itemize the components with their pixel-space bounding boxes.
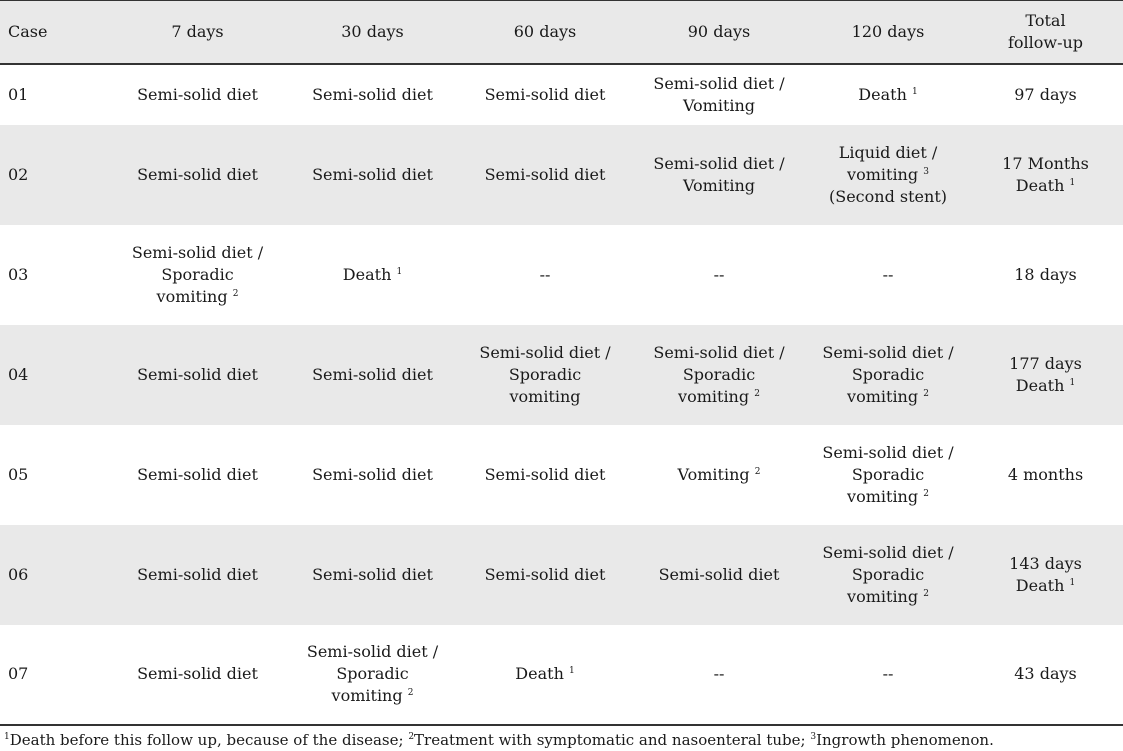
cell-text: 02 xyxy=(8,164,29,184)
table-row xyxy=(0,625,1123,725)
cell-line xyxy=(466,342,624,364)
cell-text: Sporadic xyxy=(851,464,925,484)
footnote-marker: 1 xyxy=(1069,377,1076,388)
column-header-90-days xyxy=(630,1,808,64)
footnote-marker: 2 xyxy=(407,688,414,698)
cell-text: 01 xyxy=(8,84,29,104)
cell-line xyxy=(814,264,962,286)
cell-line xyxy=(974,663,1117,685)
cell-line xyxy=(974,84,1117,106)
header-text: 60 days xyxy=(513,21,577,41)
cell-line xyxy=(291,464,454,486)
cell-line xyxy=(466,663,624,685)
cell-text: vomiting xyxy=(331,686,403,705)
cell-text: 97 days xyxy=(1014,84,1077,104)
footnote-marker: 2 xyxy=(408,732,415,742)
cell-30-days xyxy=(285,64,460,125)
cell-line xyxy=(291,84,454,106)
cell-60-days xyxy=(460,325,630,425)
cell-line xyxy=(814,464,962,486)
table-row xyxy=(0,325,1123,425)
cell-line xyxy=(116,286,279,308)
cell-text: Death xyxy=(1015,575,1065,595)
cell-text: 07 xyxy=(8,664,29,683)
footnote-marker: 1 xyxy=(1069,177,1076,188)
cell-text: Semi-solid diet xyxy=(137,84,258,104)
cell-line xyxy=(116,564,279,586)
cell-line xyxy=(636,663,802,685)
cell-120-days xyxy=(808,325,968,425)
cell-text: Semi-solid diet / xyxy=(822,442,954,462)
cell-text: -- xyxy=(713,264,725,284)
column-header-120-days xyxy=(808,1,968,64)
column-header-30-days xyxy=(285,1,460,64)
header-text: Case xyxy=(8,21,48,41)
cell-line xyxy=(116,242,279,264)
cell-case xyxy=(0,425,110,525)
cell-text: 43 days xyxy=(1014,664,1077,683)
cell-text: Vomiting xyxy=(682,95,756,115)
cell-text: Death xyxy=(342,264,392,284)
cell-line xyxy=(974,375,1117,397)
cell-line xyxy=(814,486,962,508)
cell-case xyxy=(0,325,110,425)
cell-line xyxy=(116,264,279,286)
column-header-7-days xyxy=(110,1,285,64)
cell-line xyxy=(814,564,962,586)
cell-line xyxy=(466,264,624,286)
cell-line xyxy=(814,142,962,164)
footnote-text: Treatment with symptomatic and nasoenteral tube; xyxy=(414,731,811,749)
cell-line xyxy=(116,464,279,486)
cell-line xyxy=(466,564,624,586)
cell-text: vomiting xyxy=(847,586,919,606)
cell-line xyxy=(116,663,279,685)
cell-line xyxy=(814,542,962,564)
cell-text: -- xyxy=(539,264,551,284)
cell-text: Semi-solid diet xyxy=(484,84,606,104)
cell-text: vomiting xyxy=(847,164,919,184)
footnote-marker: 1 xyxy=(1069,577,1076,588)
cell-text: Semi-solid diet xyxy=(312,564,433,584)
cell-line xyxy=(636,73,802,95)
cell-text: Death xyxy=(858,84,907,104)
cell-line xyxy=(8,84,104,106)
cell-90-days xyxy=(630,225,808,325)
cell-30-days xyxy=(285,325,460,425)
footnote-marker: 2 xyxy=(754,466,761,477)
cell-90-days xyxy=(630,64,808,125)
cell-text: Semi-solid diet / xyxy=(479,342,611,362)
cell-line xyxy=(636,464,802,486)
cell-text: Sporadic xyxy=(682,364,756,384)
cell-line xyxy=(291,663,454,685)
header-text: 90 days xyxy=(687,21,751,41)
cell-case xyxy=(0,225,110,325)
cell-line xyxy=(291,164,454,186)
header-row xyxy=(0,1,1123,64)
cell-text: Semi-solid diet / xyxy=(653,73,785,93)
cell-line xyxy=(116,164,279,186)
cell-line xyxy=(466,84,624,106)
cell-text: 4 months xyxy=(1007,464,1084,484)
cell-text: Death xyxy=(1015,175,1065,195)
cell-30-days xyxy=(285,525,460,625)
cell-text: 18 days xyxy=(1014,264,1077,284)
cell-line xyxy=(8,164,104,186)
cell-30-days xyxy=(285,225,460,325)
cell-text: Semi-solid diet xyxy=(137,164,258,184)
header-text: 30 days xyxy=(341,21,404,41)
cell-line xyxy=(291,364,454,386)
cell-7-days xyxy=(110,625,285,725)
table-header xyxy=(0,1,1123,64)
cell-line xyxy=(466,464,624,486)
footnote-marker: 3 xyxy=(810,732,817,742)
cell-total-follow-up xyxy=(968,625,1123,725)
cell-text: Semi-solid diet xyxy=(137,464,258,484)
cell-30-days xyxy=(285,125,460,225)
table-footnote xyxy=(4,729,994,751)
cell-total-follow-up xyxy=(968,125,1123,225)
header-text: 120 days xyxy=(851,21,925,41)
cell-text: Death xyxy=(1015,375,1065,395)
cell-120-days xyxy=(808,64,968,125)
cell-case xyxy=(0,525,110,625)
cell-text: vomiting xyxy=(847,486,919,506)
cell-line xyxy=(636,342,802,364)
cell-90-days xyxy=(630,425,808,525)
cell-line xyxy=(636,175,802,197)
cell-7-days xyxy=(110,425,285,525)
cell-text: vomiting xyxy=(156,286,228,306)
cell-line xyxy=(636,386,802,408)
cell-line xyxy=(974,353,1117,375)
cell-30-days xyxy=(285,425,460,525)
cell-total-follow-up xyxy=(968,64,1123,125)
cell-line xyxy=(814,663,962,685)
cell-60-days xyxy=(460,125,630,225)
footnote-marker: 2 xyxy=(232,288,239,299)
cell-text: Sporadic xyxy=(161,264,234,284)
cell-line xyxy=(466,364,624,386)
cell-line xyxy=(291,564,454,586)
cell-total-follow-up xyxy=(968,225,1123,325)
footnote-marker: 1 xyxy=(396,266,403,277)
column-header-case xyxy=(0,1,110,64)
cell-7-days xyxy=(110,325,285,425)
cell-120-days xyxy=(808,525,968,625)
cell-text: Vomiting xyxy=(677,464,750,484)
cell-text: Semi-solid diet xyxy=(312,164,433,184)
cell-text: Semi-solid diet / xyxy=(131,242,264,262)
cell-text: -- xyxy=(713,664,725,683)
cell-text: Sporadic xyxy=(851,564,925,584)
table-row xyxy=(0,425,1123,525)
cell-text: Semi-solid diet xyxy=(137,564,258,584)
cell-7-days xyxy=(110,525,285,625)
cell-text: vomiting xyxy=(847,386,919,406)
footnote-marker: 1 xyxy=(568,666,575,676)
header-text: Total xyxy=(1025,10,1066,30)
cell-text: vomiting xyxy=(509,386,581,406)
cell-text: Semi-solid diet xyxy=(312,364,433,384)
column-header-total-follow-up xyxy=(968,1,1123,64)
cell-text: Semi-solid diet / xyxy=(306,642,439,661)
cell-text: 04 xyxy=(8,364,29,384)
cell-text: Semi-solid diet / xyxy=(653,153,785,173)
footnote-marker: 1 xyxy=(4,732,10,742)
cell-line xyxy=(636,364,802,386)
cell-text: Sporadic xyxy=(851,364,925,384)
cell-60-days xyxy=(460,625,630,725)
cell-line xyxy=(814,84,962,106)
cell-text: Semi-solid diet / xyxy=(822,542,954,562)
cell-30-days xyxy=(285,625,460,725)
header-text: 7 days xyxy=(171,21,224,41)
cell-line xyxy=(814,342,962,364)
cell-case xyxy=(0,625,110,725)
cell-text: Semi-solid diet xyxy=(484,164,606,184)
cell-120-days xyxy=(808,425,968,525)
cell-90-days xyxy=(630,625,808,725)
header-text: follow-up xyxy=(1007,32,1084,52)
cell-case xyxy=(0,125,110,225)
cell-line xyxy=(8,264,104,286)
cell-text: Sporadic xyxy=(508,364,582,384)
cell-text: vomiting xyxy=(678,386,750,406)
footnote-marker: 2 xyxy=(923,588,929,599)
cell-line xyxy=(814,364,962,386)
cell-text: 177 days xyxy=(1009,353,1082,373)
cell-text: (Second stent) xyxy=(829,186,947,206)
cell-text: -- xyxy=(882,664,894,683)
cell-text: 143 days xyxy=(1009,553,1082,573)
cell-120-days xyxy=(808,625,968,725)
table-row xyxy=(0,525,1123,625)
cell-line xyxy=(814,442,962,464)
cell-120-days xyxy=(808,125,968,225)
cell-60-days xyxy=(460,64,630,125)
cell-total-follow-up xyxy=(968,325,1123,425)
cell-text: Vomiting xyxy=(682,175,756,195)
cell-line xyxy=(814,164,962,186)
cell-line xyxy=(974,153,1117,175)
cell-text: 06 xyxy=(8,564,29,584)
cell-text: -- xyxy=(882,264,894,284)
cell-line xyxy=(636,264,802,286)
cell-7-days xyxy=(110,225,285,325)
footnote-marker: 3 xyxy=(923,166,929,177)
cell-text: Semi-solid diet xyxy=(137,364,258,384)
cell-text: Semi-solid diet xyxy=(312,84,433,104)
cell-line xyxy=(814,386,962,408)
footnote-marker: 1 xyxy=(911,86,918,97)
cell-line xyxy=(466,164,624,186)
cell-line xyxy=(636,153,802,175)
footnote-marker: 2 xyxy=(923,488,929,499)
cell-case xyxy=(0,64,110,125)
cell-line xyxy=(291,264,454,286)
cell-line xyxy=(8,364,104,386)
footnote-text: Ingrowth phenomenon. xyxy=(816,731,994,749)
cell-line xyxy=(291,685,454,707)
footnote-marker: 2 xyxy=(754,388,760,399)
cell-line xyxy=(291,641,454,663)
cell-90-days xyxy=(630,525,808,625)
cell-text: Semi-solid diet xyxy=(484,564,606,584)
cell-text: Semi-solid diet xyxy=(658,564,780,584)
cell-line xyxy=(974,464,1117,486)
cell-total-follow-up xyxy=(968,525,1123,625)
cell-line xyxy=(814,586,962,608)
cell-line xyxy=(974,553,1117,575)
cell-text: 03 xyxy=(8,264,29,284)
cell-line xyxy=(8,663,104,685)
cell-total-follow-up xyxy=(968,425,1123,525)
cell-text: Semi-solid diet xyxy=(312,464,433,484)
table-row xyxy=(0,64,1123,125)
cell-text: Semi-solid diet / xyxy=(653,342,785,362)
cell-line xyxy=(814,186,962,208)
cell-line xyxy=(636,564,802,586)
column-header-60-days xyxy=(460,1,630,64)
cell-120-days xyxy=(808,225,968,325)
footnote-text: Death before this follow up, because of the disease; xyxy=(9,731,409,749)
cell-line xyxy=(974,575,1117,597)
cell-line xyxy=(116,364,279,386)
cell-60-days xyxy=(460,525,630,625)
cell-text: 17 Months xyxy=(1002,153,1089,173)
table-body xyxy=(0,64,1123,725)
cell-text: 05 xyxy=(8,464,29,484)
cell-7-days xyxy=(110,64,285,125)
cell-90-days xyxy=(630,325,808,425)
table-row xyxy=(0,125,1123,225)
cell-text: Sporadic xyxy=(336,664,409,683)
cell-90-days xyxy=(630,125,808,225)
cell-60-days xyxy=(460,225,630,325)
cell-60-days xyxy=(460,425,630,525)
cell-line xyxy=(636,95,802,117)
cell-text: Liquid diet / xyxy=(838,142,938,162)
cell-line xyxy=(974,264,1117,286)
cell-line xyxy=(8,564,104,586)
table-row xyxy=(0,225,1123,325)
cell-line xyxy=(116,84,279,106)
cell-line xyxy=(466,386,624,408)
cell-text: Semi-solid diet / xyxy=(822,342,954,362)
cell-text: Semi-solid diet xyxy=(137,664,258,683)
footnote-marker: 2 xyxy=(923,388,929,399)
cell-text: Death xyxy=(515,664,564,683)
cell-line xyxy=(8,464,104,486)
cell-text: Semi-solid diet xyxy=(484,464,606,484)
cell-line xyxy=(974,175,1117,197)
cell-7-days xyxy=(110,125,285,225)
